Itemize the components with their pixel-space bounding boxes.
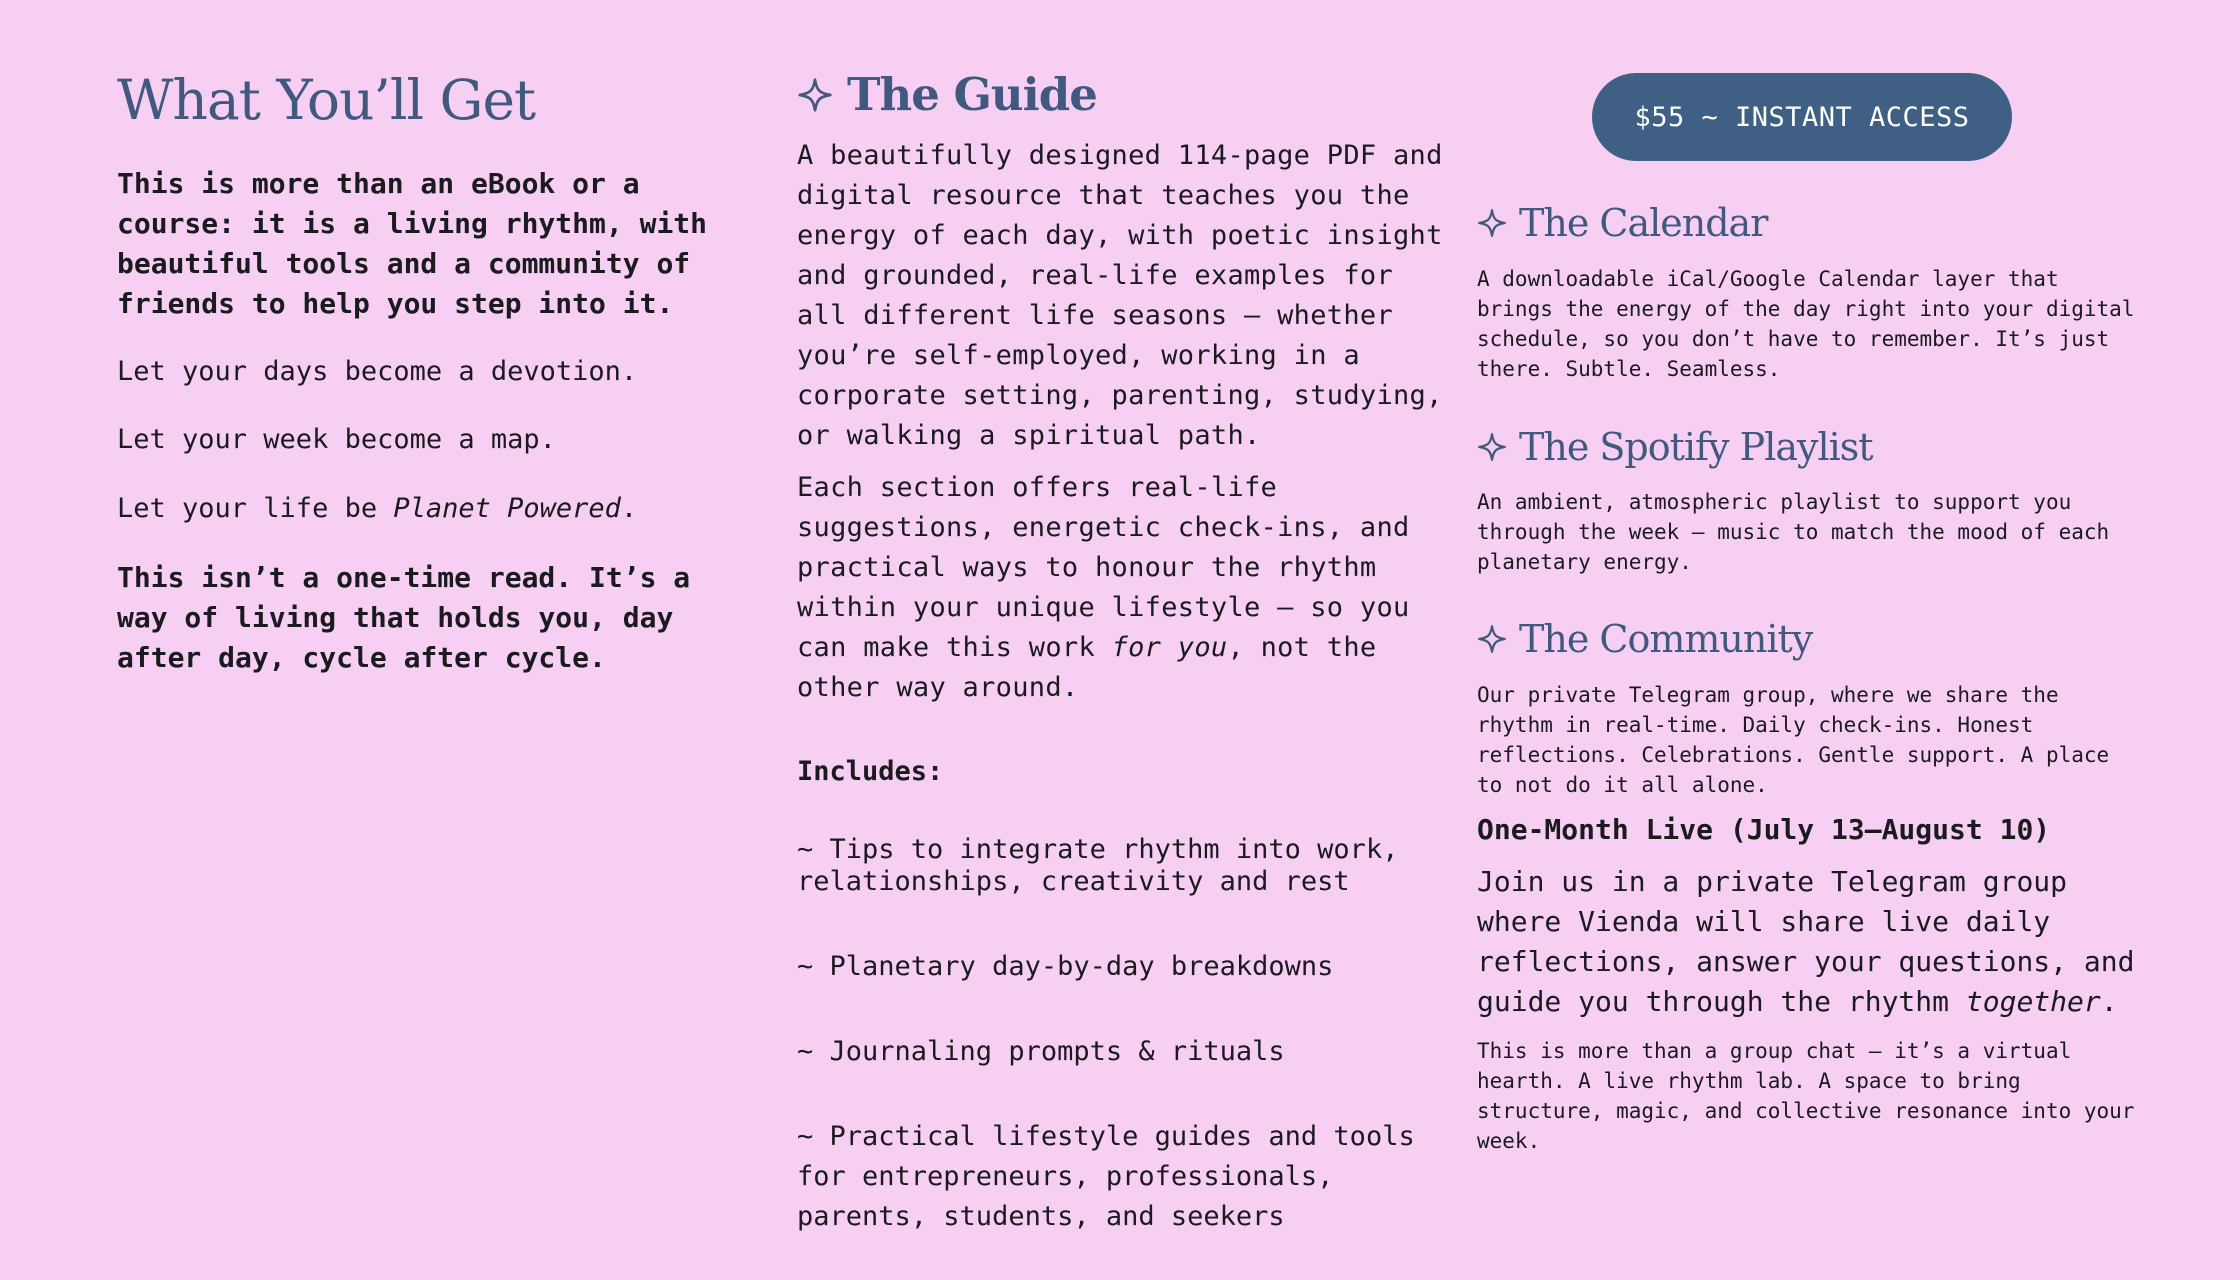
sparkle-star-icon (797, 77, 833, 113)
guide-heading: The Guide (797, 72, 1097, 117)
includes-item: ~ Journaling prompts & rituals (797, 1036, 1285, 1067)
live-month-title: One-Month Live (July 13–August 10) (1477, 813, 2051, 846)
playlist-heading: The Spotify Playlist (1477, 428, 1873, 466)
what-youll-get-heading: What You’ll Get (117, 68, 536, 132)
sparkle-star-icon (1477, 432, 1507, 462)
live-join-text: Join us in a private Telegram group where Vienda will share live daily reflections, answer your questions, and guide you through the rhythm together. (1477, 865, 2135, 1018)
guide-description: A beautifully designed 114-page PDF and digital resource that teaches you the energy of each day, with poetic insight and grounded, real-life examples for all different life seasons — whether you’re self-employed, working in a corporate setting, parenting, studying, or walking a spiritual path. (797, 140, 1443, 451)
map-line: Let your week become a map. (117, 424, 556, 455)
calendar-description: A downloadable iCal/Google Calendar layer that brings the energy of the day right into your digital schedule, so you don’t have to remember. It’s just there. Subtle. Seamless. (1477, 267, 2135, 381)
planet-powered-line: Let your life be Planet Powered. (117, 493, 638, 524)
includes-item: ~ Planetary day-by-day breakdowns (797, 951, 1334, 982)
intro-bold-text: This is more than an eBook or a course: it is a living rhythm, with beautiful tools and a community of friends to help you step into it. (117, 167, 708, 320)
community-description: Our private Telegram group, where we share the rhythm in real-time. Daily check-ins. Honest reflections. Celebrations. Gentle support. A place to not do it all alone. (1477, 683, 2110, 797)
sparkle-star-icon (1477, 208, 1507, 238)
includes-item: ~ Practical lifestyle guides and tools for entrepreneurs, professionals, parents, students, and seekers (797, 1121, 1415, 1232)
devotion-line: Let your days become a devotion. (117, 356, 638, 387)
includes-label: Includes: (797, 756, 944, 787)
instant-access-button[interactable]: $55 ~ INSTANT ACCESS (1592, 73, 2012, 161)
guide-sections-description: Each section offers real-life suggestions, energetic check-ins, and practical ways to honour the rhythm within your unique lifestyle — so you can make this work for you, not the other way around. (797, 472, 1410, 703)
calendar-heading: The Calendar (1477, 204, 1767, 242)
includes-item: ~ Tips to integrate rhythm into work, relationships, creativity and rest (797, 834, 1399, 897)
community-heading: The Community (1477, 620, 1812, 658)
group-chat-description: This is more than a group chat — it’s a virtual hearth. A live rhythm lab. A space to bring structure, magic, and collective resonance into your week. (1477, 1039, 2135, 1153)
closing-bold-text: This isn’t a one-time read. It’s a way of living that holds you, day after day, cycle after cycle. (117, 561, 691, 674)
sparkle-star-icon (1477, 624, 1507, 654)
playlist-description: An ambient, atmospheric playlist to support you through the week — music to match the mood of each planetary energy. (1477, 490, 2110, 574)
